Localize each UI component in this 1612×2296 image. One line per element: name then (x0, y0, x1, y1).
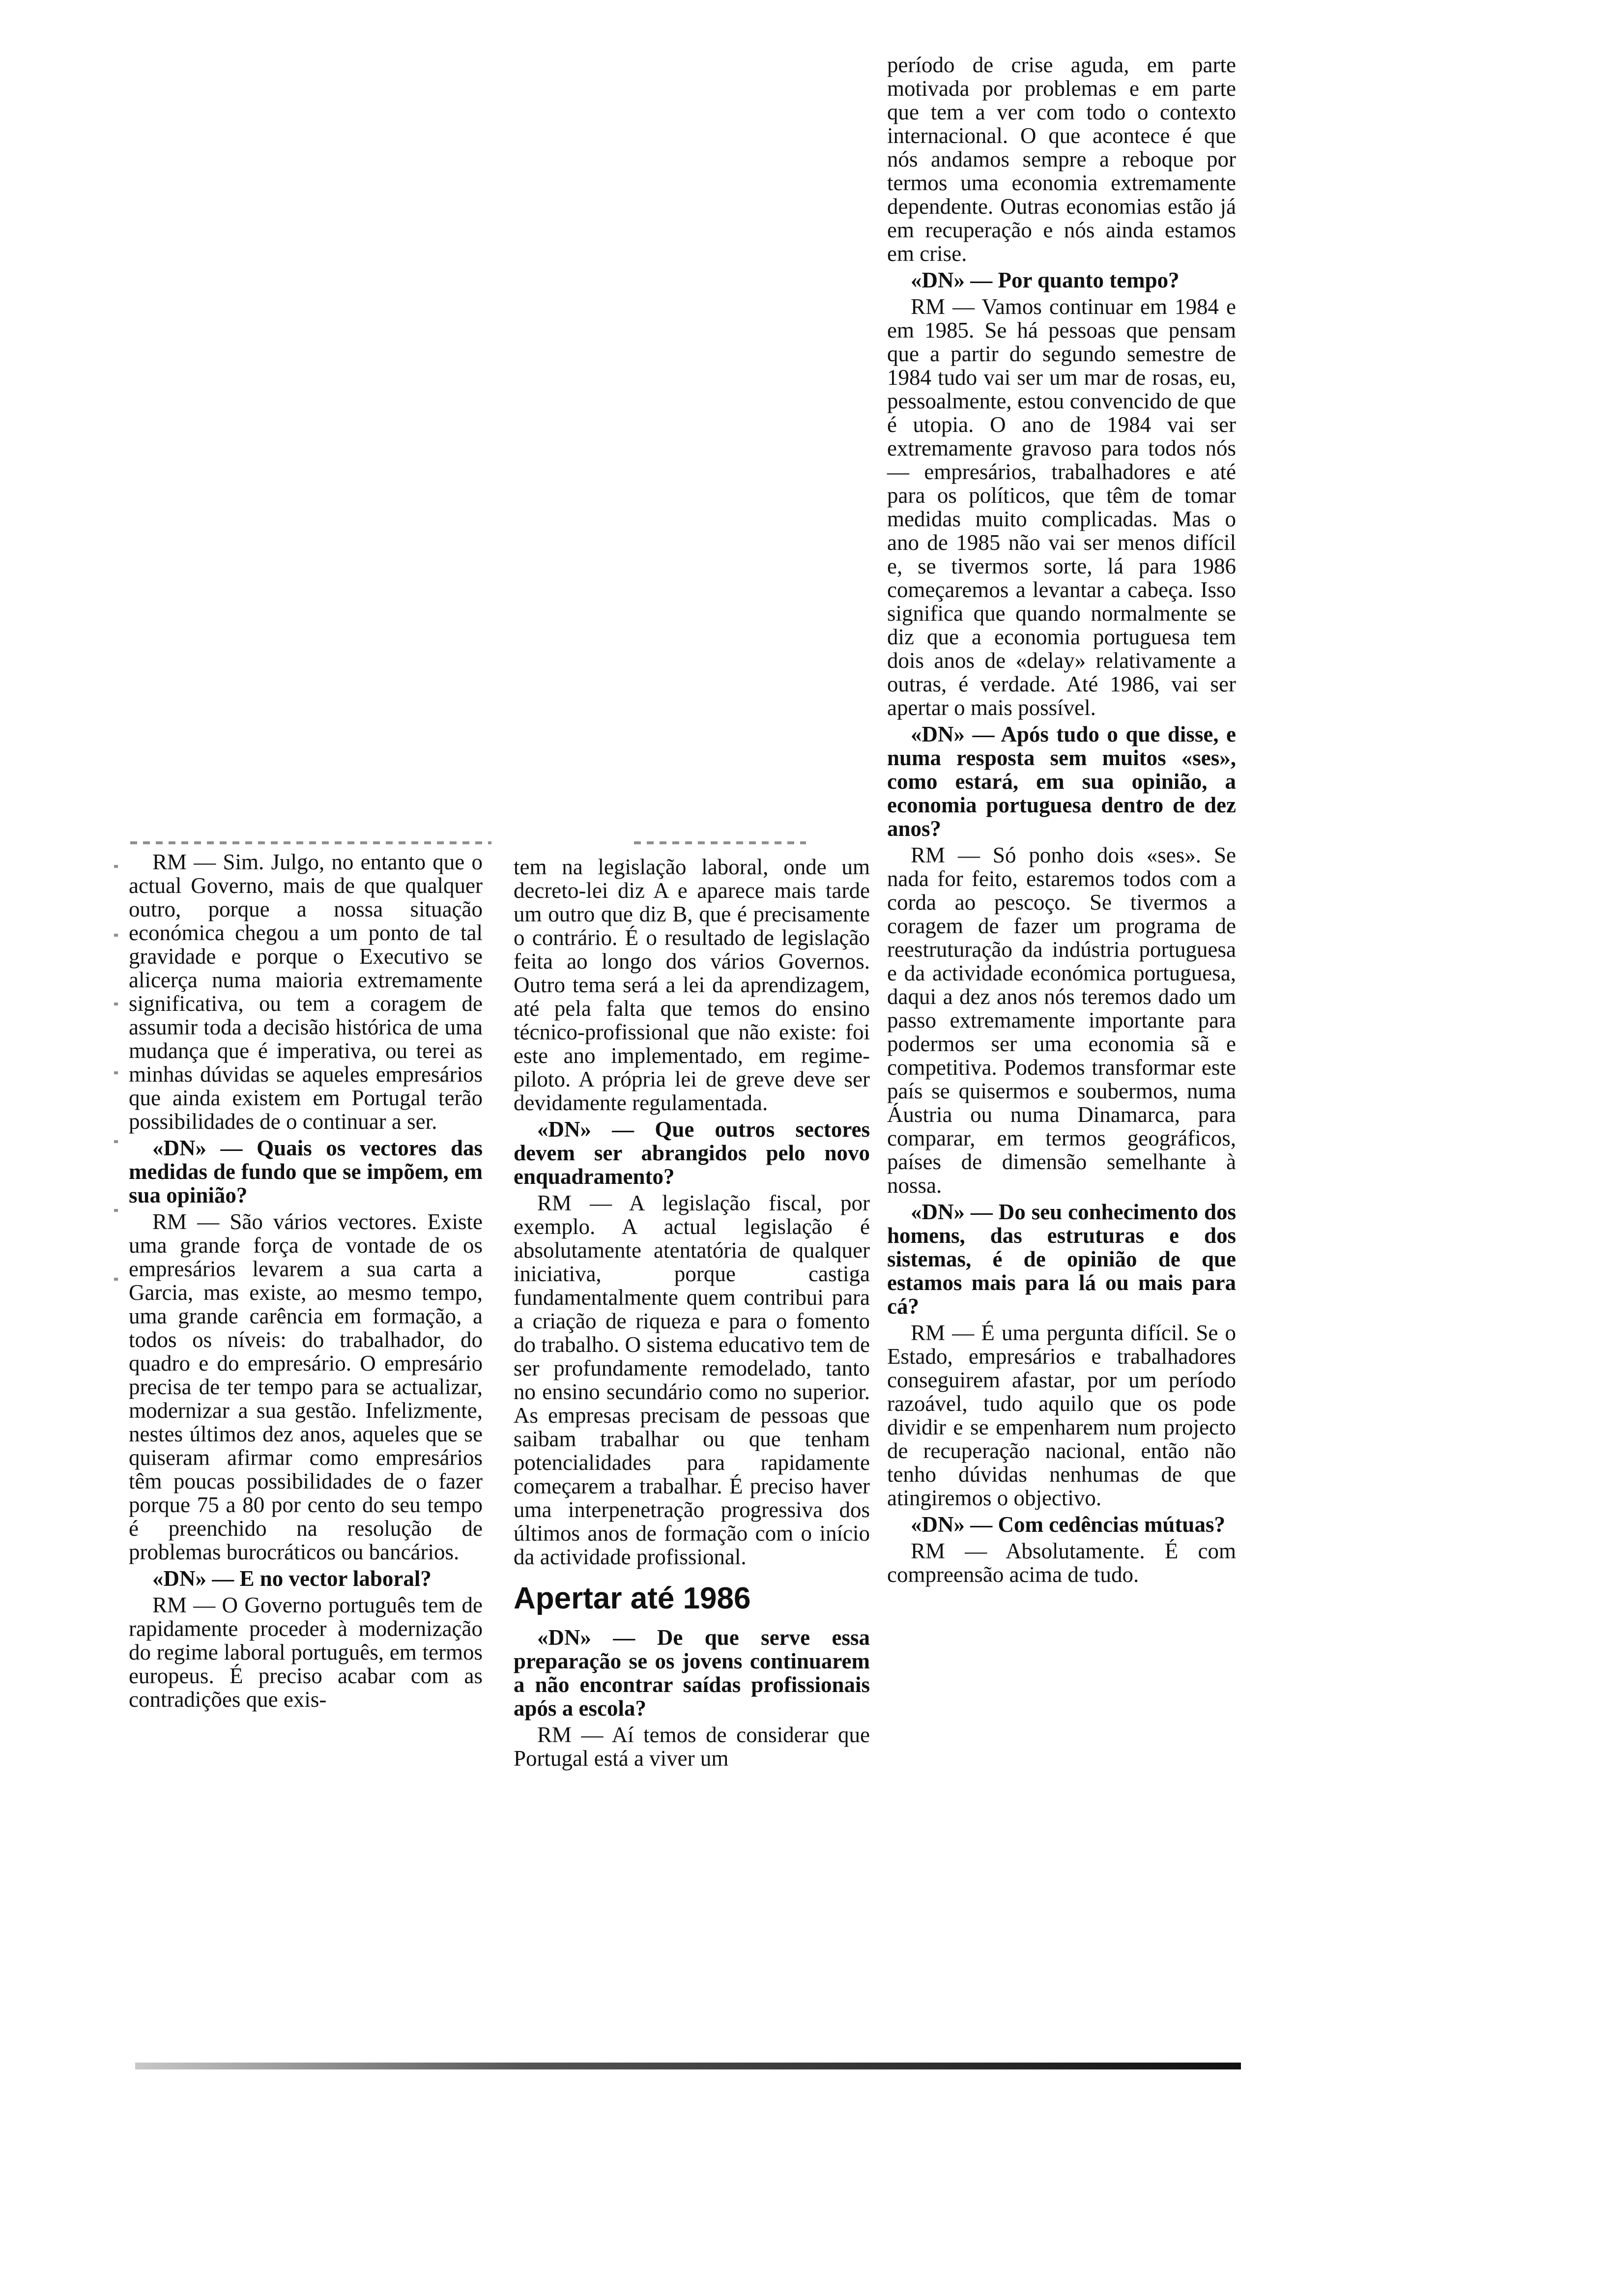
interview-question: «DN» — Por quanto tempo? (911, 268, 1180, 292)
scan-margin-specks (114, 865, 118, 1307)
interview-question: «DN» — Após tudo o que disse, e numa resposta sem muitos «ses», como estará, em sua opinião, a economia portuguesa dentro de dez anos? (887, 722, 1236, 841)
interview-paragraph: RM — Só ponho dois «ses». Se nada for feito, estaremos todos com a corda ao pescoço. Se tivermos a coragem de fazer um programa de reestruturação da indústria portuguesa e da actividade económica portuguesa, daqui a dez anos nós teremos dado um passo extremamente importante para podermos ser uma economia sã e competitiva. Podemos transformar este país se quisermos e soubermos, numa Áustria ou numa Dinamarca, para comparar, em termos geográficos, países de dimensão semelhante à nossa. (887, 843, 1236, 1198)
interview-paragraph: RM — É uma pergunta difícil. Se o Estado, empresários e trabalhadores conseguirem afastar, por um período razoável, tudo aquilo que os pode dividir e se empenharem num projecto de recuperação nacional, então não tenho dúvidas nenhumas de que atingiremos o objectivo. (887, 1320, 1236, 1510)
interview-paragraph: RM — Aí temos de considerar que Portugal está a viver um (514, 1722, 870, 1771)
interview-question: «DN» — Quais os vectores das medidas de fundo que se impõem, em sua opinião? (129, 1136, 483, 1207)
interview-paragraph: período de crise aguda, em parte motivada por problemas e em parte que tem a ver com todo o contexto internacional. O que acontece é que nós andamos sempre a reboque por termos uma economia extremamente dependente. Outras economias estão já em recuperação e nós ainda estamos em crise. (887, 53, 1236, 266)
interview-question: «DN» — Que outros sectores devem ser abrangidos pelo novo enquadramento? (514, 1117, 870, 1189)
interview-question: «DN» — Com cedências mútuas? (911, 1512, 1225, 1537)
interview-paragraph: RM — Vamos continuar em 1984 e em 1985. Se há pessoas que pensam que a partir do segundo semestre de 1984 tudo vai ser um mar de rosas, eu, pessoalmente, estou convencido de que é utopia. O ano de 1984 vai ser extremamente gravoso para todos nós — empresários, trabalhadores e até para os políticos, que têm de tomar medidas muito complicadas. Mas o ano de 1985 não vai ser menos difícil e, se tivermos sorte, lá para 1986 começaremos a levantar a cabeça. Isso significa que quando normalmente se diz que a economia portuguesa tem dois anos de «delay» relativamente a outras, é verdade. Até 1986, vai ser apertar o mais possível. (887, 294, 1236, 720)
interview-paragraph: tem na legislação laboral, onde um decreto-lei diz A e aparece mais tarde um outro que diz B, que é precisamente o contrário. É o resultado de legislação feita ao longo dos vários Governos. Outro tema será a lei da aprendizagem, até pela falta que temos do ensino técnico-profissional que não existe: foi este ano implementado, em regime-piloto. A própria lei de greve deve ser devidamente regulamentada. (514, 855, 870, 1115)
scan-smudge (130, 841, 491, 844)
interview-paragraph: RM — O Governo português tem de rapidamente proceder à modernização do regime laboral português, em termos europeus. É preciso acabar com as contradições que exis- (129, 1593, 483, 1712)
article-column-right (887, 53, 1236, 1589)
interview-question: «DN» — E no vector laboral? (152, 1566, 432, 1591)
interview-question: «DN» — Do seu conhecimento dos homens, das estruturas e dos sistemas, é de opinião de que estamos mais para lá ou mais para cá? (887, 1200, 1236, 1319)
interview-paragraph: RM — São vários vectores. Existe uma grande força de vontade de os empresários levarem a sua carta a Garcia, mas existe, ao mesmo tempo, uma grande carência em formação, a todos os níveis: do trabalhador, do quadro e do empresário. O empresário precisa de ter tempo para se actualizar, modernizar a sua gestão. Infelizmente, nestes últimos dez anos, aqueles que se quiseram afirmar como empresários têm poucas possibilidades de o fazer porque 75 a 80 por cento do seu tempo é preenchido na resolução de problemas burocráticos ou bancários. (129, 1209, 483, 1564)
interview-question: «DN» — De que serve essa preparação se os jovens continuarem a não encontrar saídas profissionais após a escola? (514, 1625, 870, 1721)
interview-paragraph: RM — Absolutamente. É com compreensão acima de tudo. (887, 1539, 1236, 1587)
interview-paragraph: RM — A legislação fiscal, por exemplo. A actual legislação é absolutamente atentatória de qualquer iniciativa, porque castiga fundamentalmente quem contribui para a criação de riqueza e para o fomento do trabalho. O sistema educativo tem de ser profundamente remodelado, tanto no ensino secundário como no superior. As empresas precisam de pessoas que saibam trabalhar ou que tenham potencialidades para rapidamente começarem a trabalhar. É preciso haver uma interpenetração progressiva dos últimos anos de formação com o início da actividade profissional. (514, 1191, 870, 1569)
interview-paragraph: RM — Sim. Julgo, no entanto que o actual Governo, mais de que qualquer outro, porque a nossa situação económica chegou a um ponto de tal gravidade e porque o Executivo se alicerça numa maioria extremamente significativa, ou tem a coragem de assumir toda a decisão histórica de uma mudança que é imperativa, ou terei as minhas dúvidas se aqueles empresários que ainda existem em Portugal terão possibilidades de o continuar a ser. (129, 850, 483, 1134)
scan-smudge (634, 841, 806, 844)
bottom-rule (135, 2063, 1241, 2069)
article-column-left (129, 850, 483, 1714)
article-column-middle (514, 855, 870, 1773)
section-heading: Apertar até 1986 (514, 1581, 751, 1615)
